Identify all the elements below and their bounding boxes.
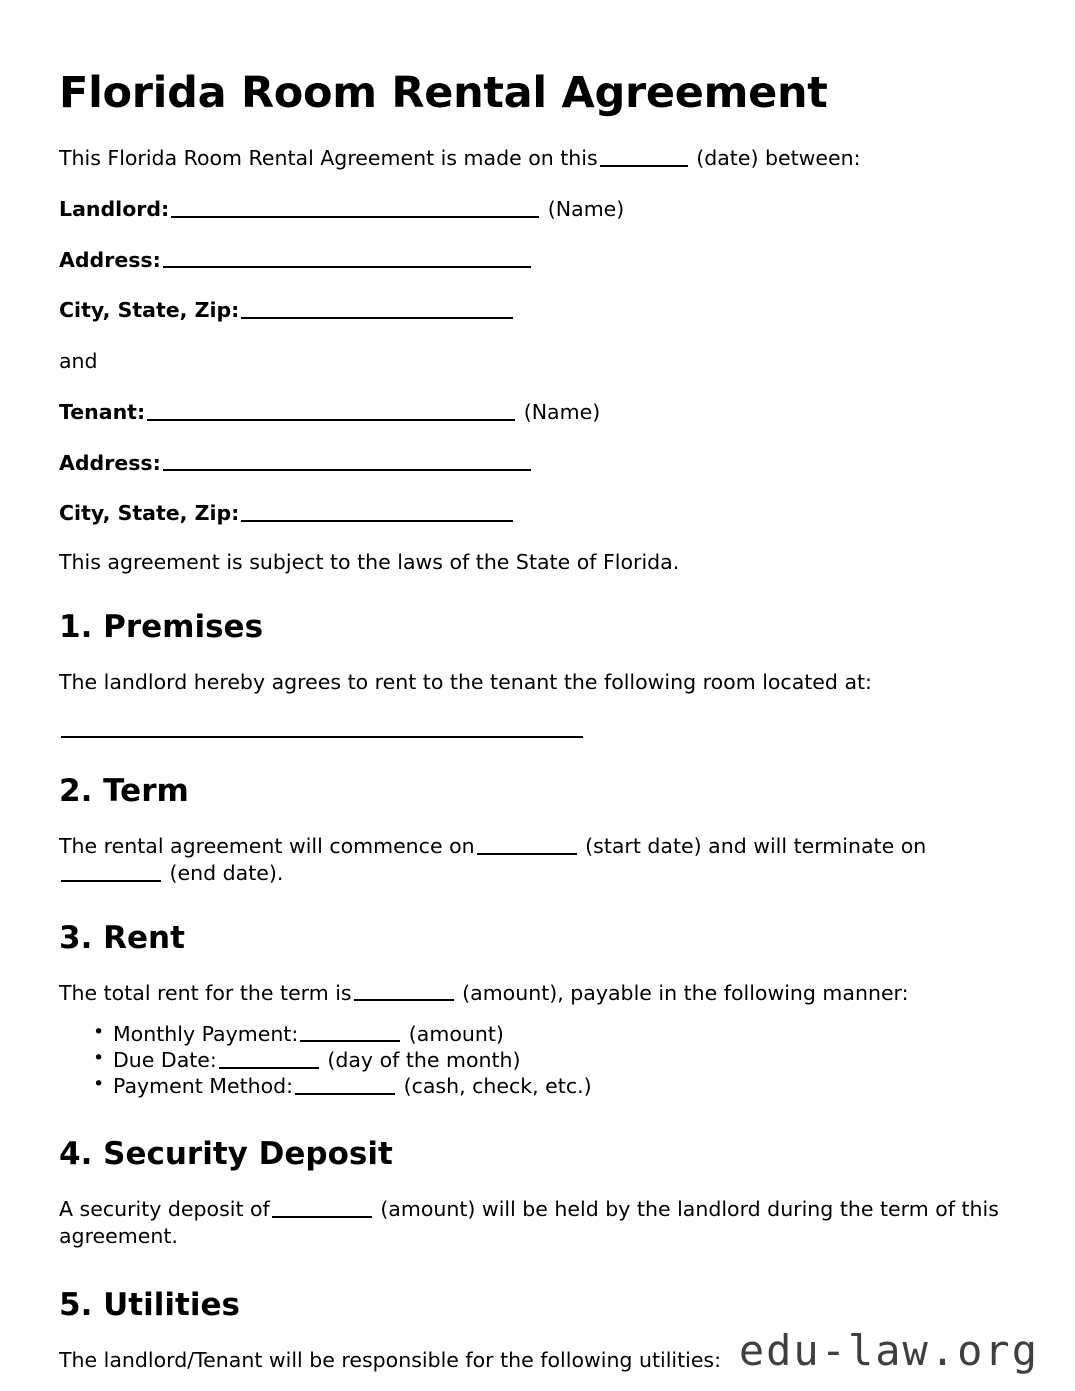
- landlord-address-label: Address:: [59, 247, 161, 272]
- monthly-payment-label: Monthly Payment:: [113, 1021, 299, 1046]
- security-deposit-text-2: (amount) will be held by the landlord during the term of this agreement.: [59, 1197, 999, 1249]
- monthly-payment-blank[interactable]: [300, 1022, 400, 1043]
- section-heading-rent: 3. Rent: [59, 920, 185, 957]
- document-content: [59, 0, 999, 1374]
- rent-payment-list: [59, 1007, 999, 1100]
- tenant-address-label: Address:: [59, 450, 161, 475]
- term-text-2: (start date) and will terminate on: [585, 833, 927, 858]
- section-heading-premises: 1. Premises: [59, 608, 264, 645]
- list-item: [59, 1047, 999, 1073]
- landlord-address-blank[interactable]: [163, 247, 531, 268]
- tenant-city-row: [59, 476, 999, 527]
- security-deposit-body: [59, 1172, 999, 1250]
- security-deposit-text-1: A security deposit of: [59, 1197, 270, 1222]
- term-end-date-blank[interactable]: [61, 861, 161, 882]
- due-date-label: Due Date:: [113, 1048, 217, 1073]
- date-blank[interactable]: [600, 146, 688, 167]
- term-text-3: (end date).: [169, 860, 284, 885]
- tenant-label: Tenant:: [59, 400, 146, 425]
- intro-text-before: This Florida Room Rental Agreement is made on this: [59, 146, 598, 170]
- premises-body: The landlord hereby agrees to rent to the tenant the following room located at:: [59, 669, 872, 694]
- landlord-name-suffix: (Name): [547, 197, 625, 222]
- tenant-name-row: [59, 375, 999, 426]
- section-heading-term: 2. Term: [59, 773, 189, 810]
- landlord-city-row: [59, 273, 999, 324]
- premises-location-blank[interactable]: [61, 722, 583, 739]
- payment-method-suffix: (cash, check, etc.): [403, 1074, 592, 1099]
- site-watermark: edu-law.org: [738, 1326, 1039, 1375]
- rent-text-2: (amount), payable in the following manner:: [462, 980, 909, 1005]
- list-item: [59, 1073, 999, 1099]
- page-title: Florida Room Rental Agreement: [59, 68, 828, 118]
- tenant-address-blank[interactable]: [163, 450, 531, 471]
- payment-method-label: Payment Method:: [113, 1074, 294, 1099]
- section-heading-utilities: 5. Utilities: [59, 1287, 240, 1324]
- intro-paragraph: [59, 115, 999, 172]
- premises-blank-wrap: [59, 696, 999, 740]
- tenant-address-row: [59, 426, 999, 477]
- tenant-name-blank[interactable]: [147, 400, 515, 421]
- utilities-body: The landlord/Tenant will be responsible for the following utilities:: [59, 1348, 722, 1373]
- intro-text-after: (date) between:: [696, 146, 861, 170]
- landlord-name-blank[interactable]: [171, 197, 539, 218]
- rent-total-blank[interactable]: [354, 981, 454, 1002]
- term-start-date-blank[interactable]: [477, 834, 577, 855]
- and-separator: and: [59, 348, 98, 373]
- monthly-payment-suffix: (amount): [408, 1021, 504, 1046]
- tenant-name-suffix: (Name): [523, 400, 601, 425]
- rent-text-1: The total rent for the term is: [59, 980, 352, 1005]
- landlord-name-row: [59, 172, 999, 223]
- list-item: [59, 1021, 999, 1047]
- landlord-city-label: City, State, Zip:: [59, 298, 240, 323]
- rent-body: [59, 956, 999, 1007]
- term-body: [59, 809, 999, 887]
- governing-law-paragraph: This agreement is subject to the laws of the State of Florida.: [59, 549, 680, 574]
- tenant-city-label: City, State, Zip:: [59, 501, 240, 526]
- landlord-city-blank[interactable]: [241, 298, 513, 319]
- landlord-label: Landlord:: [59, 197, 170, 222]
- due-date-suffix: (day of the month): [327, 1048, 521, 1073]
- tenant-city-blank[interactable]: [241, 501, 513, 522]
- payment-method-blank[interactable]: [295, 1074, 395, 1095]
- section-heading-security-deposit: 4. Security Deposit: [59, 1136, 393, 1173]
- due-date-blank[interactable]: [219, 1048, 319, 1069]
- term-text-1: The rental agreement will commence on: [59, 833, 475, 858]
- landlord-address-row: [59, 223, 999, 274]
- security-deposit-blank[interactable]: [272, 1197, 372, 1218]
